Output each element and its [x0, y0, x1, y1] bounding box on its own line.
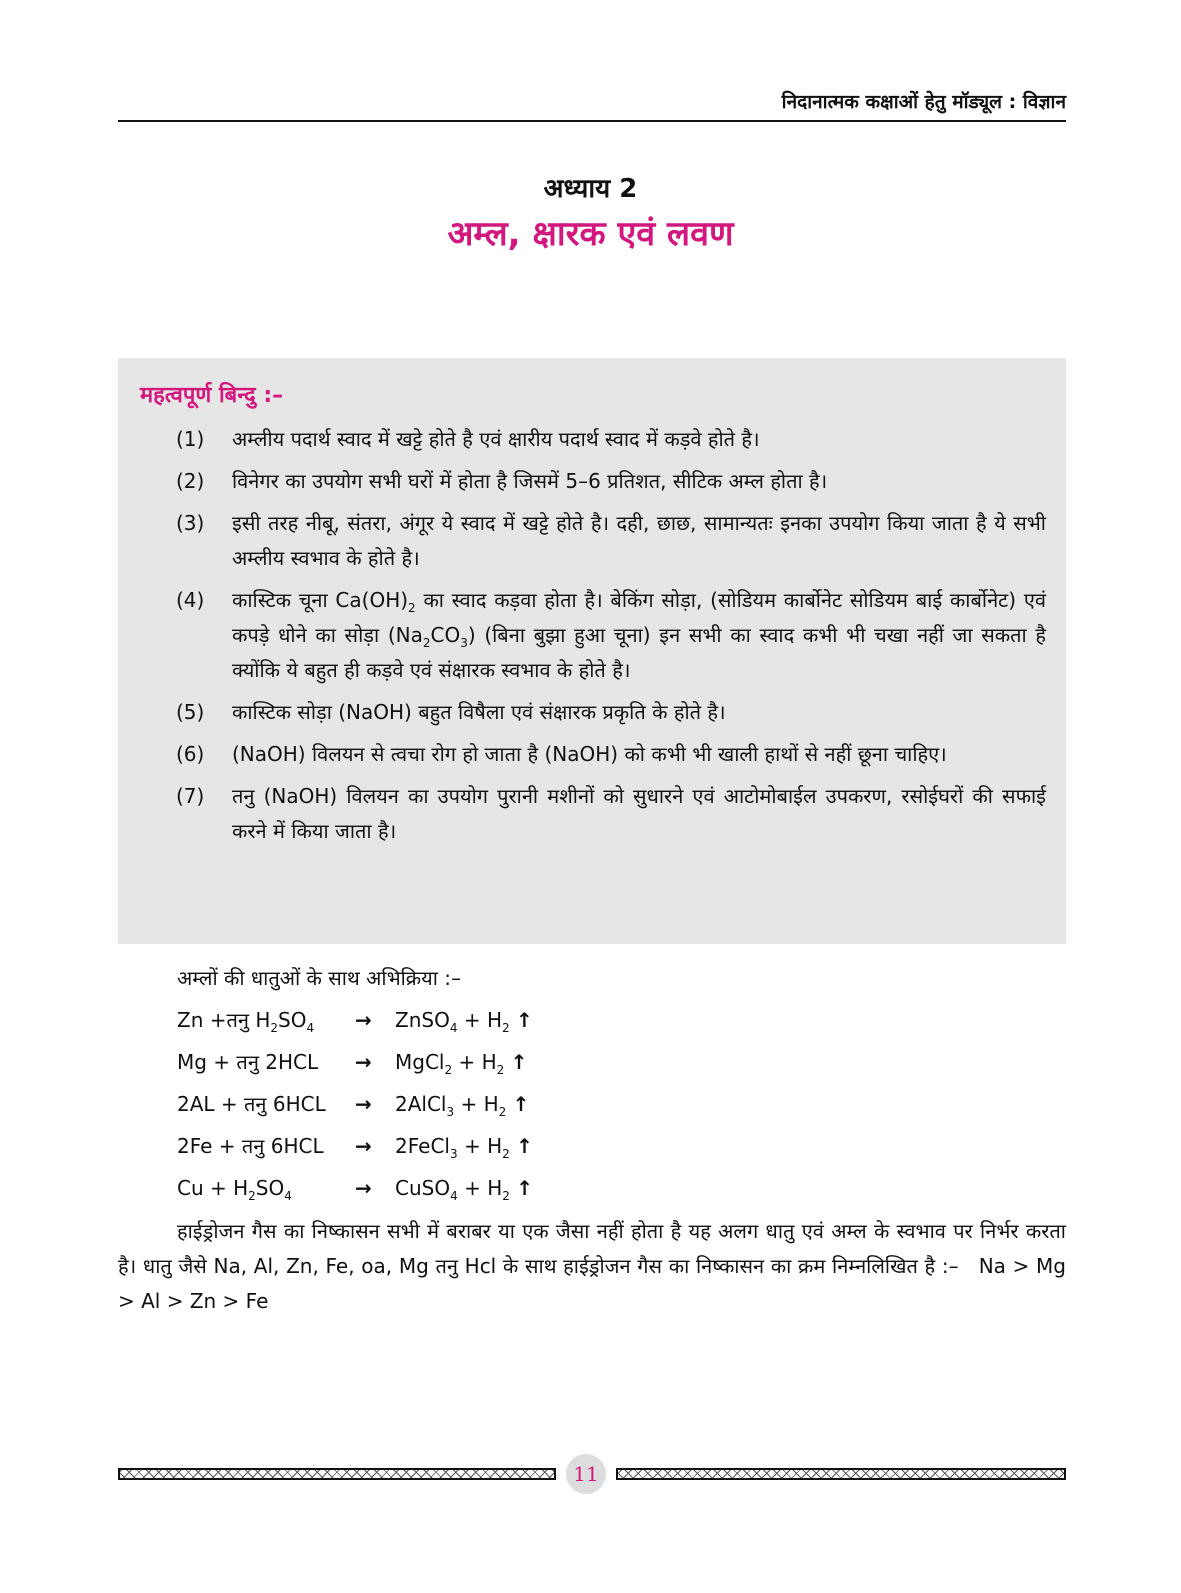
- point-item: [176, 695, 1046, 730]
- text-segment: MgCl: [395, 1050, 445, 1074]
- text-segment: + H: [457, 1134, 503, 1158]
- reaction-reactants: 2AL + तनु 6HCL: [177, 1092, 326, 1116]
- footer-border-left: [118, 1468, 556, 1480]
- text-segment: CuSO: [395, 1176, 451, 1200]
- text-segment: Zn +तनु H: [177, 1008, 271, 1032]
- subscript: 4: [449, 1021, 458, 1035]
- subscript: 2: [408, 601, 416, 615]
- arrow-right-icon: →: [355, 1134, 372, 1158]
- chapter-number: अध्याय 2: [543, 174, 638, 204]
- point-item: [176, 422, 1046, 457]
- subscript: 2: [248, 1189, 256, 1203]
- subscript: 3: [446, 1105, 455, 1119]
- text-segment: ZnSO: [395, 1008, 450, 1032]
- chapter-title: अम्ल, क्षारक एवं लवण: [447, 214, 734, 254]
- point-text: अम्लीय पदार्थ स्वाद में खट्टे होते है एवं क्षारीय पदार्थ स्वाद में कड़वे होते है।: [232, 427, 760, 451]
- point-item: [176, 583, 1046, 688]
- important-points-heading: महत्वपूर्ण बिन्दु :–: [140, 383, 284, 408]
- reaction-reactants: 2Fe + तनु 6HCL: [177, 1134, 324, 1158]
- subscript: 4: [284, 1189, 292, 1203]
- subscript: 2: [444, 1063, 453, 1077]
- point-item: [176, 779, 1046, 849]
- reactivity-order: Na > Mg > Al > Zn > Fe: [118, 1254, 1066, 1313]
- subscript: 2: [501, 1021, 510, 1035]
- text-segment: SO: [278, 1008, 307, 1032]
- subscript: 2: [498, 1105, 507, 1119]
- arrow-up-icon: ↑: [512, 1092, 530, 1116]
- arrow-right-icon: →: [355, 1176, 372, 1200]
- text-segment: का स्वाद कड़वा होता है। बेकिंग सोड़ा, (सोडियम कार्बोनेट सोडियम बाई कार्बोनेट) एवं कपड़े धोने का सोड़ा (Na: [232, 588, 1046, 647]
- page-number: 11: [566, 1454, 606, 1494]
- running-header: निदानात्मक कक्षाओं हेतु मॉड्यूल : विज्ञान: [118, 88, 1066, 122]
- text-segment: 2AlCl: [395, 1092, 447, 1116]
- point-item: [176, 737, 1046, 772]
- text-segment: + H: [457, 1008, 502, 1032]
- arrow-up-icon: ↑: [516, 1176, 533, 1200]
- arrow-up-icon: ↑: [515, 1008, 533, 1032]
- point-text: [232, 583, 1046, 688]
- point-number: (7): [176, 784, 205, 808]
- point-text: इसी तरह नीबू, संतरा, अंगूर ये स्वाद में खट्टे होते है। दही, छाछ, सामान्यतः इनका उपयोग किया जाता है ये सभी अम्लीय स्वभाव के होते है।: [232, 511, 1046, 570]
- subscript: 3: [460, 636, 468, 650]
- reaction-products: [395, 1170, 533, 1206]
- subscript: 4: [450, 1189, 458, 1203]
- point-number: (2): [176, 469, 205, 493]
- reaction-products: [395, 1044, 527, 1080]
- subscript: 3: [449, 1147, 458, 1161]
- point-number: (6): [176, 742, 205, 766]
- reaction-products: [395, 1086, 529, 1122]
- point-text: विनेगर का उपयोग सभी घरों में होता है जिसमें 5–6 प्रतिशत, सीटिक अम्ल होता है।: [232, 469, 828, 493]
- subscript: 2: [502, 1147, 510, 1161]
- reaction-reactants: [177, 1170, 292, 1206]
- point-item: [176, 506, 1046, 576]
- point-text: (NaOH) विलयन से त्वचा रोग हो जाता है (NaOH) को कभी भी खाली हाथों से नहीं छूना चाहिए।: [232, 742, 947, 766]
- point-item: [176, 464, 1046, 499]
- text-segment: कास्टिक चूना Ca(OH): [232, 588, 409, 612]
- hydrogen-paragraph: [118, 1214, 1066, 1319]
- arrow-up-icon: ↑: [516, 1134, 533, 1158]
- subscript: 2: [496, 1063, 505, 1077]
- arrow-up-icon: ↑: [510, 1050, 528, 1074]
- important-points-box: [118, 358, 1066, 944]
- text-segment: + H: [452, 1050, 497, 1074]
- point-number: (3): [176, 511, 205, 535]
- text-segment: + H: [454, 1092, 499, 1116]
- text-segment: + H: [457, 1176, 503, 1200]
- page-footer: [118, 1460, 1066, 1488]
- paragraph-text: हाईड्रोजन गैस का निष्कासन सभी में बराबर या एक जैसा नहीं होता है यह अलग धातु एवं अम्ल के स्वभाव पर निर्भर करता है। धातु जैसे Na, Al, Zn, Fe, oa, Mg तनु Hcl के साथ हाईड्रोजन गैस का निष्कासन का क्रम निम्नलिखित है :–: [118, 1219, 1066, 1278]
- reaction-products: [395, 1002, 533, 1038]
- point-number: (4): [176, 588, 205, 612]
- text-segment: 2FeCl: [395, 1134, 450, 1158]
- arrow-right-icon: →: [355, 1008, 372, 1032]
- points-list: [176, 422, 1046, 856]
- subscript: 4: [306, 1021, 315, 1035]
- text-segment: SO: [255, 1176, 285, 1200]
- point-number: (1): [176, 427, 205, 451]
- text-segment: Cu + H: [177, 1176, 249, 1200]
- point-text: तनु (NaOH) विलयन का उपयोग पुरानी मशीनों को सुधारने एवं आटोमोबाईल उपकरण, रसोईघरों की सफाई करने में किया जाता है।: [232, 784, 1046, 843]
- reaction-products: [395, 1128, 533, 1164]
- text-segment: CO: [430, 623, 461, 647]
- arrow-right-icon: →: [355, 1050, 372, 1074]
- reactions-heading: अम्लों की धातुओं के साथ अभिक्रिया :–: [177, 966, 462, 990]
- arrow-right-icon: →: [355, 1092, 372, 1116]
- point-number: (5): [176, 700, 205, 724]
- subscript: 2: [270, 1021, 279, 1035]
- subscript: 2: [422, 636, 431, 650]
- point-text: कास्टिक सोड़ा (NaOH) बहुत विषैला एवं संक्षारक प्रकृति के होते है।: [232, 700, 726, 724]
- text-segment: ) (बिना बुझा हुआ चूना) इन सभी का स्वाद कभी भी चखा नहीं जा सकता है क्योंकि ये बहुत ही कड़वे एवं संक्षारक स्वभाव के होते है।: [232, 623, 1046, 682]
- reaction-reactants: [177, 1002, 314, 1038]
- reaction-reactants: Mg + तनु 2HCL: [177, 1050, 319, 1074]
- subscript: 2: [502, 1189, 510, 1203]
- footer-border-right: [616, 1468, 1066, 1480]
